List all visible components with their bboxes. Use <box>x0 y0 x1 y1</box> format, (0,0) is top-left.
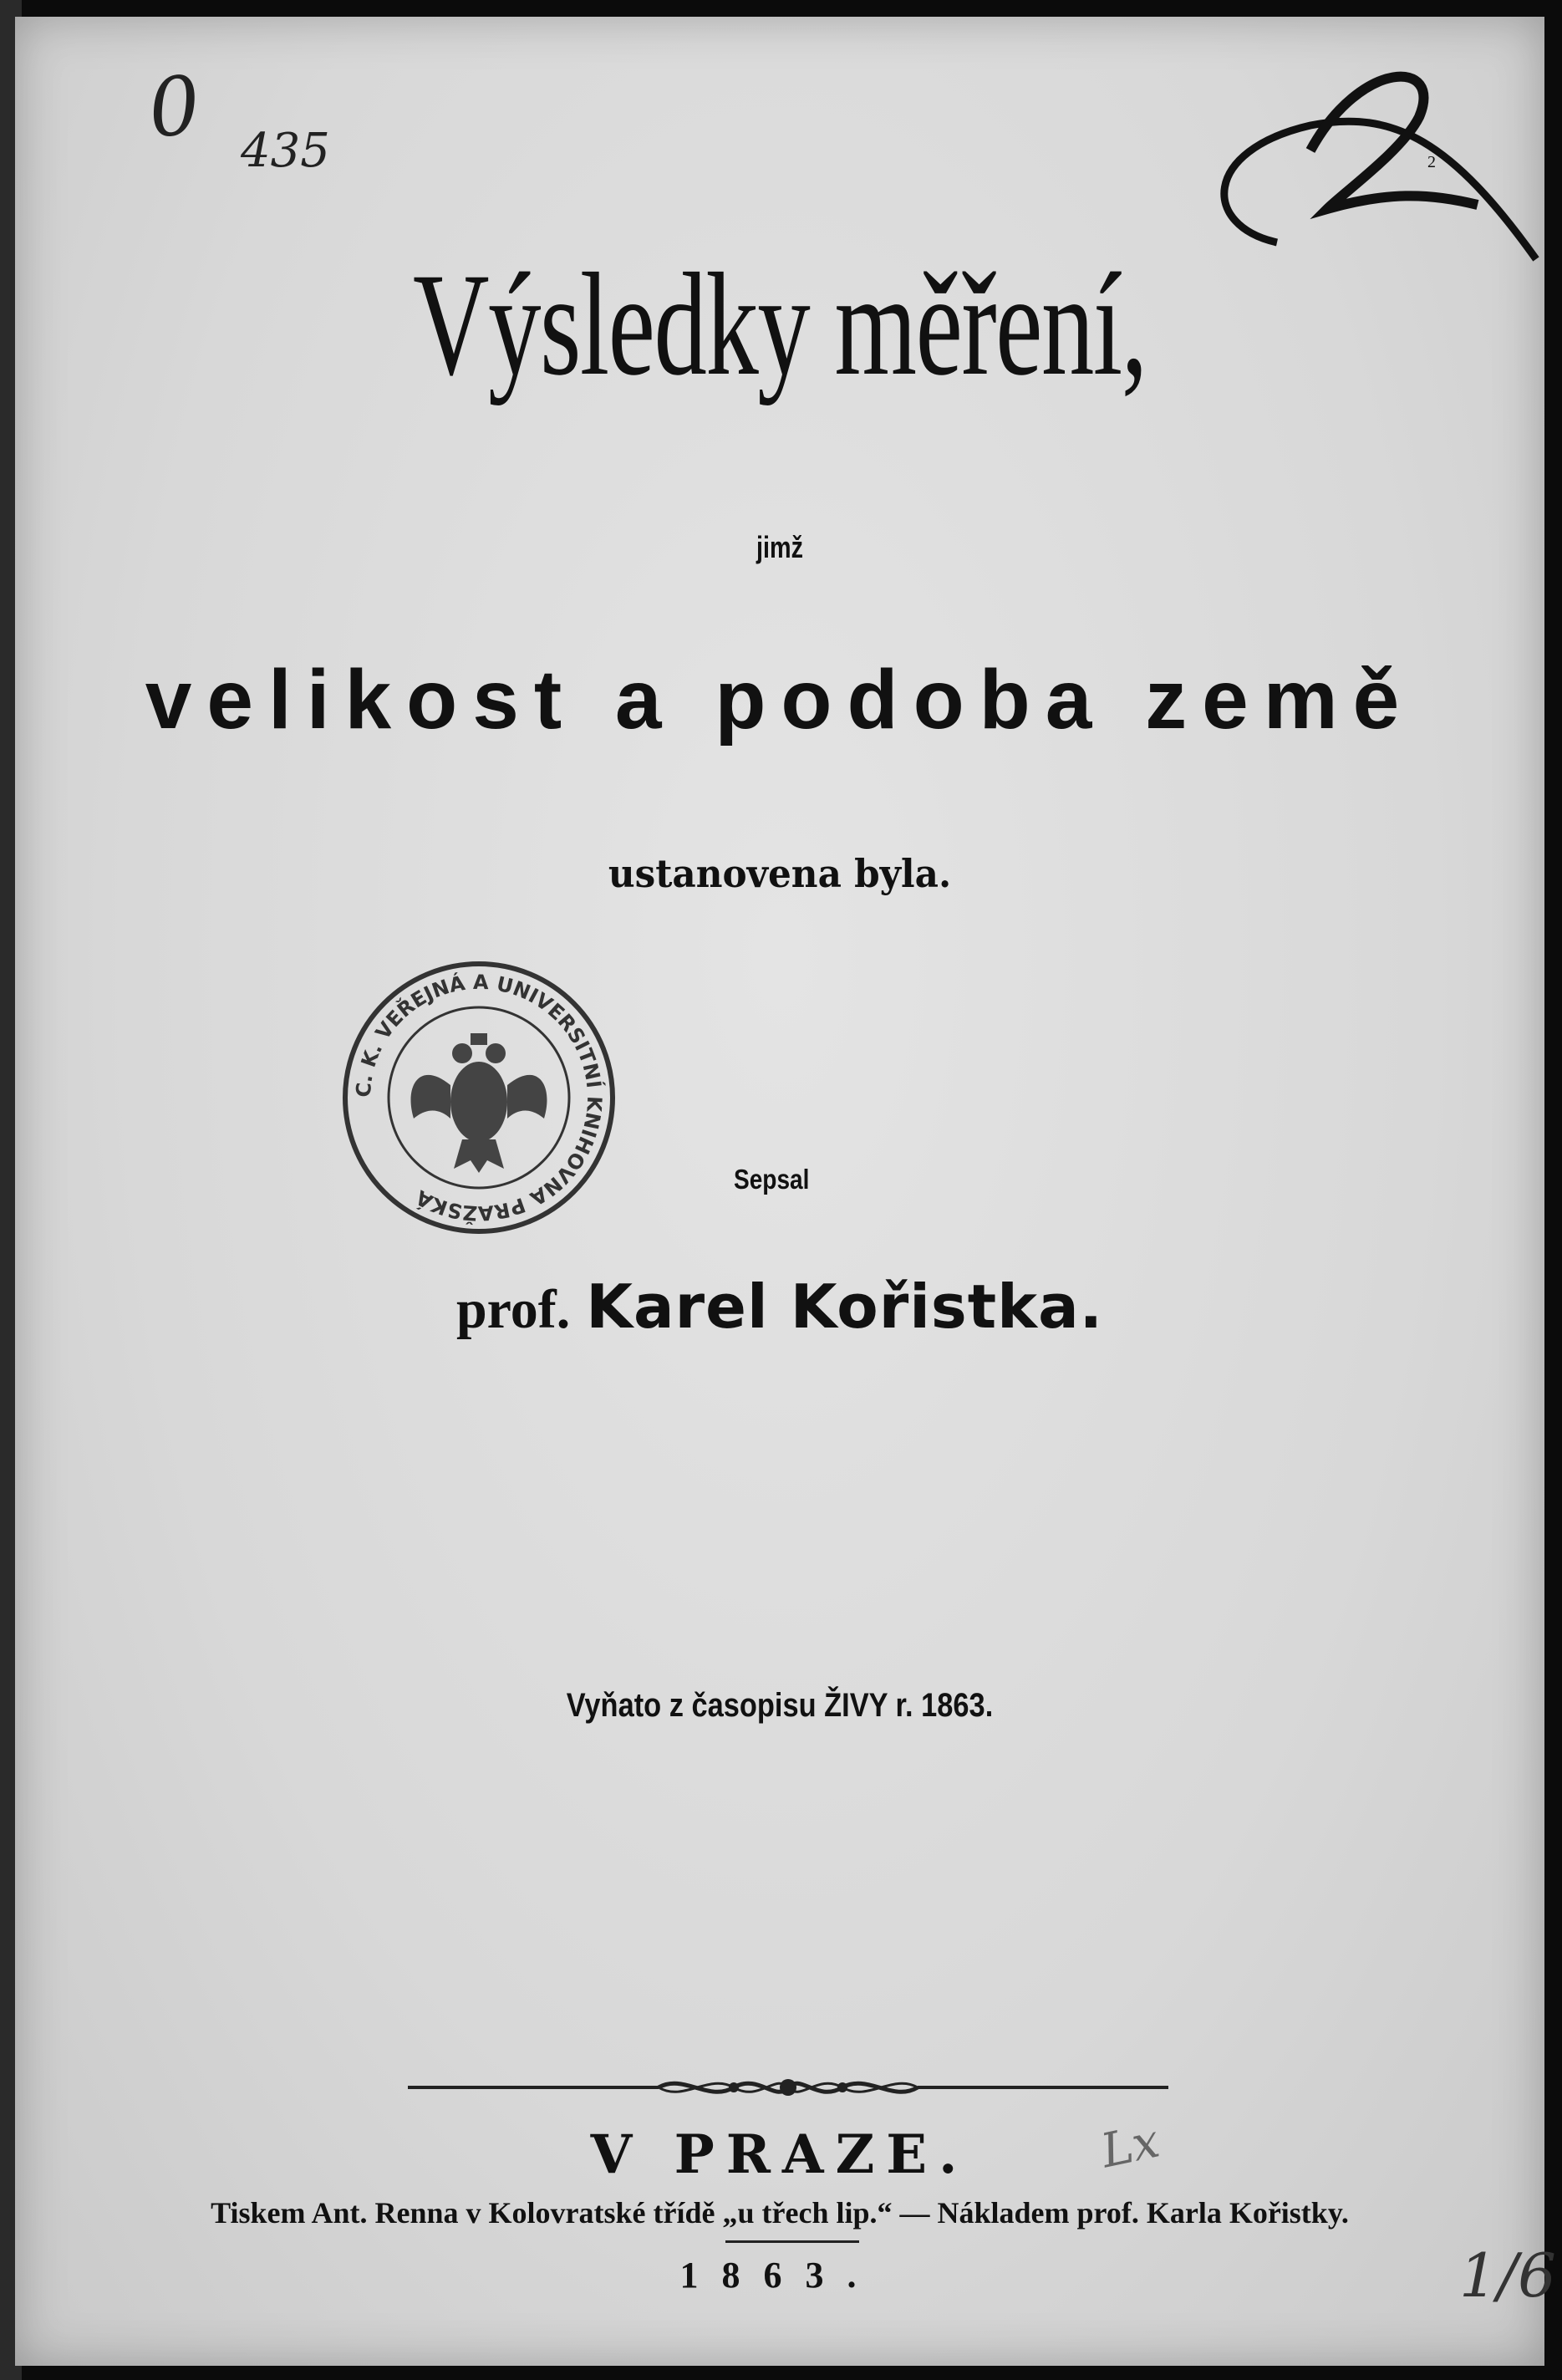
author-prefix: prof. <box>455 1279 571 1340</box>
handwritten-folio-mark <box>1177 50 1544 268</box>
imprint-city: V PRAZE. <box>590 2123 969 2186</box>
library-stamp <box>337 960 621 1236</box>
imprint-year: 1863. <box>679 2255 880 2296</box>
imprint-printer: Tiskem Ant. Renna v Kolovratské třídě „u třech lip.“ — Nákladem prof. Karla Kořistky. <box>211 2196 1349 2230</box>
author-name: Karel Kořistka. <box>586 1272 1104 1342</box>
conjunction-line: jimž <box>756 530 803 564</box>
pencil-note: Lx <box>1096 2113 1164 2179</box>
page-title: Výsledky měření, <box>413 243 1147 406</box>
handwritten-fraction: 1/6 <box>1459 2240 1556 2311</box>
title-page <box>15 17 1556 2366</box>
ornamental-divider <box>408 2069 1168 2111</box>
handwritten-mark: 0 <box>144 58 205 156</box>
imprint-rule <box>725 2240 859 2243</box>
subtitle: ustanovena byla. <box>608 851 952 896</box>
double-eagle-emblem <box>411 1033 547 1173</box>
compiled-by-label: Sepsal <box>734 1164 810 1195</box>
source-note: Vyňato z časopisu ŽIVY r. 1863. <box>566 1687 994 1724</box>
svg-text:C. K. VEŘEJNÁ A UNIVERSITNÍ KN: C. K. VEŘEJNÁ A UNIVERSITNÍ KNIHOVNA PRAŽSKÁ <box>351 970 607 1226</box>
handwritten-number: 435 <box>241 124 330 178</box>
author-line <box>15 1271 1544 1343</box>
headline: velikost a podoba země <box>145 653 1415 747</box>
svg-text:2: 2 <box>1427 153 1436 171</box>
